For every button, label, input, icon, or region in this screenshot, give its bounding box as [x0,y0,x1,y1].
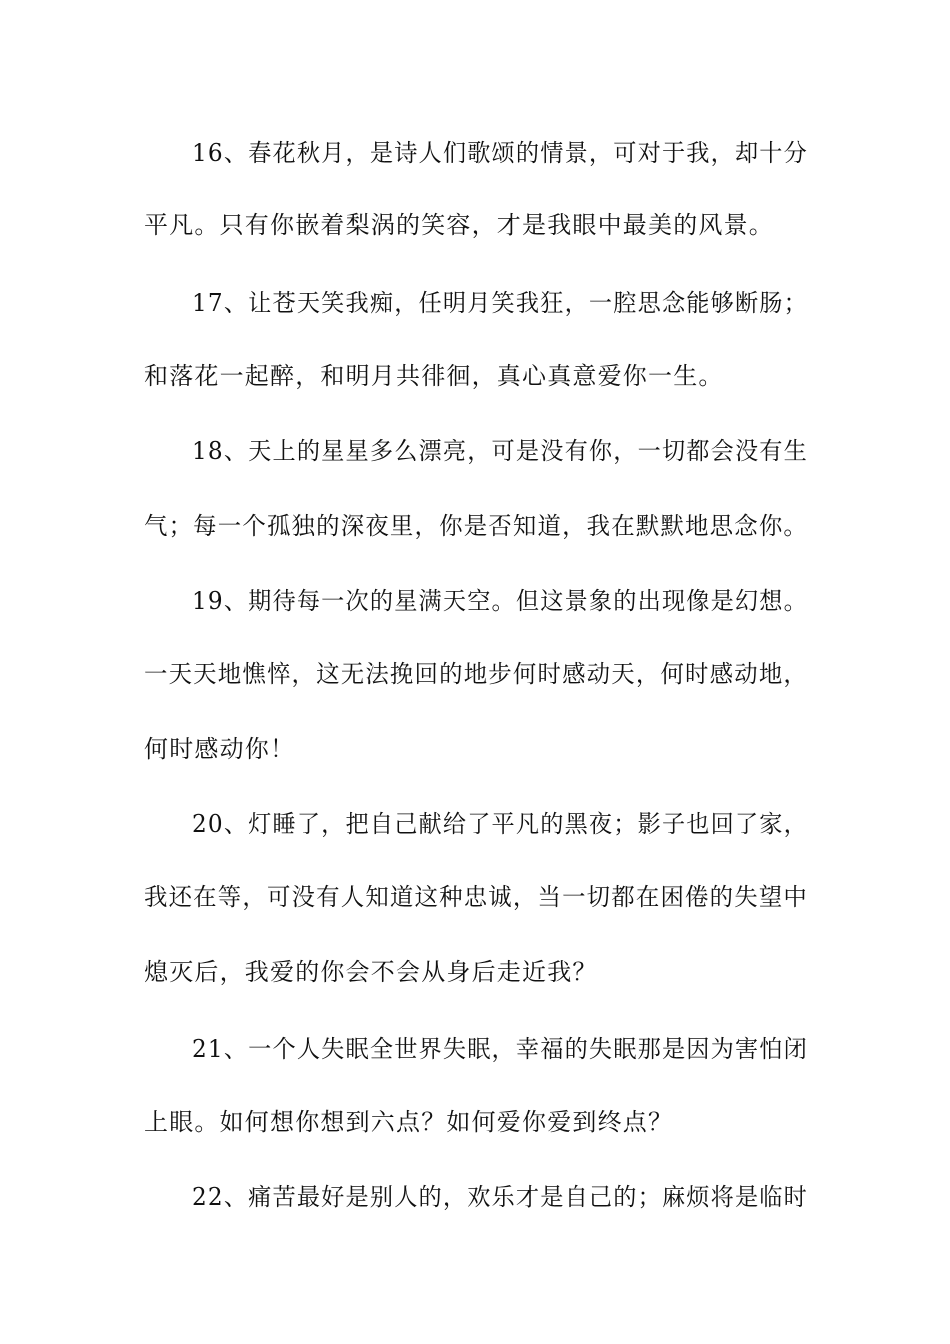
paragraph-19-line-3: 何时感动你！ [144,735,296,763]
paragraph-18-line-1: 18、天上的星星多么漂亮，可是没有你，一切都会没有生 [192,437,809,465]
paragraph-20-line-3: 熄灭后，我爱的你会不会从身后走近我？ [144,958,598,986]
paragraph-16-line-2: 平凡。只有你嵌着梨涡的笑容，才是我眼中最美的风景。 [144,211,774,239]
paragraph-18-line-2: 气；每一个孤独的深夜里，你是否知道，我在默默地思念你。 [144,512,809,540]
paragraph-20-line-2: 我还在等，可没有人知道这种忠诚，当一切都在困倦的失望中 [144,883,809,911]
paragraph-21-line-1: 21、一个人失眠全世界失眠，幸福的失眠那是因为害怕闭 [192,1035,809,1063]
paragraph-17-line-1: 17、让苍天笑我痴，任明月笑我狂，一腔思念能够断肠； [192,289,809,317]
paragraph-22-line-1: 22、痛苦最好是别人的，欢乐才是自己的；麻烦将是临时 [192,1183,809,1211]
paragraph-19-line-2: 一天天地憔悴，这无法挽回的地步何时感动天，何时感动地， [144,660,809,688]
paragraph-21-line-2: 上眼。如何想你想到六点？如何爱你爱到终点？ [144,1108,674,1136]
paragraph-17-line-2: 和落花一起醉，和明月共徘徊，真心真意爱你一生。 [144,362,724,390]
paragraph-16-line-1: 16、春花秋月，是诗人们歌颂的情景，可对于我，却十分 [192,139,809,167]
paragraph-19-line-1: 19、期待每一次的星满天空。但这景象的出现像是幻想。 [192,587,809,615]
paragraph-20-line-1: 20、灯睡了，把自己献给了平凡的黑夜；影子也回了家， [192,810,809,838]
